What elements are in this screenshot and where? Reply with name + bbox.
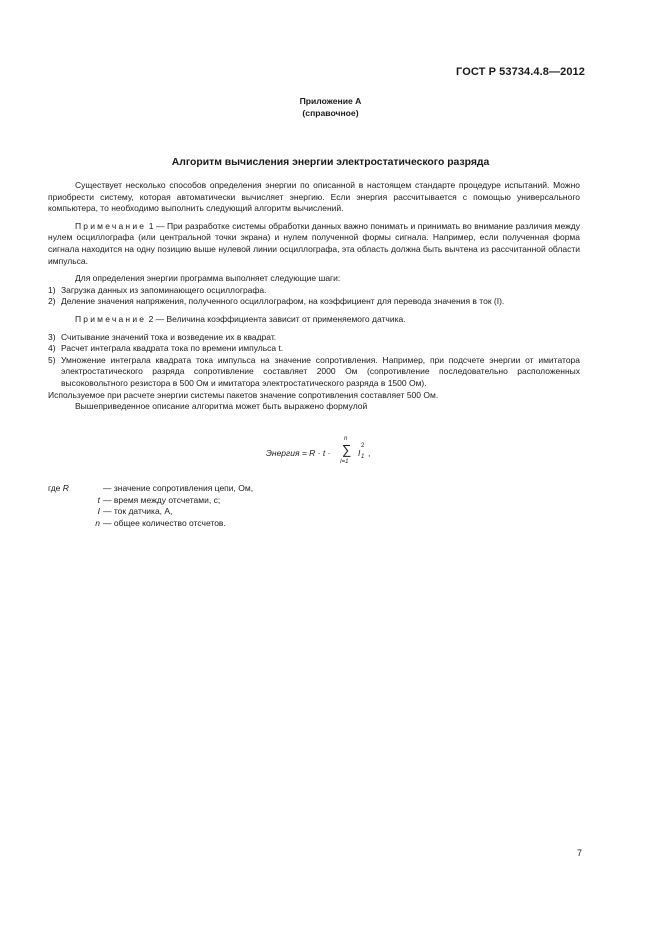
legend-symbol-letter: R (62, 483, 69, 493)
list-item-number: 5) (48, 354, 56, 365)
legend-row (48, 518, 253, 530)
list-item-number: 4) (48, 343, 56, 354)
note-1-text: 1 — При разработке системы обработки данных важно понимать и принимать во внимание различия между нулем осциллографа (или центральной точки экрана) и нулем полученной формы сигнала. Например, если полученная форма сигнала находится на одну позицию выше нулевой линии осциллографа, эта область должна быть вычтена из рассчитанной области импульса. (48, 220, 580, 266)
formula-current-index: 1 (361, 454, 365, 460)
list-item-number: 1) (48, 284, 56, 295)
legend-row (48, 483, 253, 495)
list-item (48, 285, 580, 297)
list-item (48, 343, 580, 355)
legend-symbol-letter: I (97, 506, 100, 517)
legend-prefix: где (48, 483, 61, 493)
legend-description: — время между отсчетами, с; (103, 494, 221, 505)
sum-upper-limit: n (344, 436, 348, 442)
section-title: Алгоритм вычисления энергии электростатического разряда (171, 157, 490, 168)
legend-symbol-letter: t (97, 494, 100, 505)
legend-row (48, 506, 253, 518)
legend-symbol (48, 506, 103, 518)
note-2 (48, 314, 580, 326)
list-item (48, 296, 580, 308)
legend-symbol (48, 483, 103, 495)
legend-symbol-letter: n (95, 518, 100, 529)
list-item-number: 2) (48, 296, 56, 307)
formula-current-exponent: 2 (361, 443, 365, 449)
intro-paragraph: Существует несколько способов определения энергии по описанной в настоящем стандарте процедуре испытаний. Можно приобрести систему, которая автоматически вычисляет энергию. Если энергия рассчитывается с помощью универсального компьютера, то необходимо выполнить следующий алгоритм вычислений. (48, 180, 580, 214)
note-1 (48, 221, 580, 267)
list-item-text: Деление значения напряжения, полученного осциллографом, на коэффициент для перевода значения в ток (I). (61, 296, 505, 307)
list-item-text: Расчет интеграла квадрата тока по времени импульса t. (61, 343, 284, 354)
legend-description: — ток датчика, А, (103, 506, 173, 517)
legend-row (48, 495, 253, 507)
sum-lower-limit: I=1 (340, 459, 349, 465)
list-item-text: Считывание значений тока и возведение их в квадрат. (61, 331, 277, 342)
note-1-label: Примечание (75, 220, 147, 231)
page-number: 7 (576, 848, 582, 858)
steps-intro: Для определения энергии программа выполняет следующие шаги: (75, 273, 341, 284)
annex-kind: (справочное) (302, 108, 359, 118)
sum-sign: ∑ (342, 442, 352, 457)
note-2-text: 2 — Величина коэффициента зависит от применяемого датчика. (146, 313, 406, 324)
document-code: ГОСТ Р 53734.4.8—2012 (456, 66, 585, 78)
formula-lhs: Энергия = R · t · (266, 448, 331, 458)
legend-symbol (48, 495, 103, 507)
note-2-label: Примечание (75, 313, 147, 324)
energy-formula (266, 436, 386, 470)
annex-label: Приложение А (299, 96, 362, 106)
list-item-number: 3) (48, 331, 56, 342)
list-item (48, 332, 580, 344)
legend-description: — общее количество отсчетов. (103, 518, 226, 529)
list-item (48, 355, 580, 390)
formula-current-var: I (358, 448, 361, 458)
body-text (48, 180, 580, 413)
formula-intro: Вышеприведенное описание алгоритма может быть выражено формулой (75, 401, 368, 412)
list-item-text: Загрузка данных из запоминающего осциллографа. (61, 284, 267, 295)
symbol-legend (48, 483, 253, 530)
legend-description: — значение сопротивления цепи, Ом, (103, 483, 254, 493)
list-item-text: Умножение интеграла квадрата тока импульса на значение сопротивления. Например, при подсчете энергии от имитатора электростатического разряда сопротивление составляет 2000 Ом (сопротивление последовательно расположенных высоковольтного резистора в 500 Ом и имитатора электростатического разряда в 1500 Ом). (61, 354, 580, 388)
formula-tail: , (368, 448, 371, 458)
resistance-note: Используемое при расчете энергии системы пакетов значение сопротивления составляет 500 Ом. (48, 389, 439, 400)
legend-symbol (48, 518, 103, 530)
